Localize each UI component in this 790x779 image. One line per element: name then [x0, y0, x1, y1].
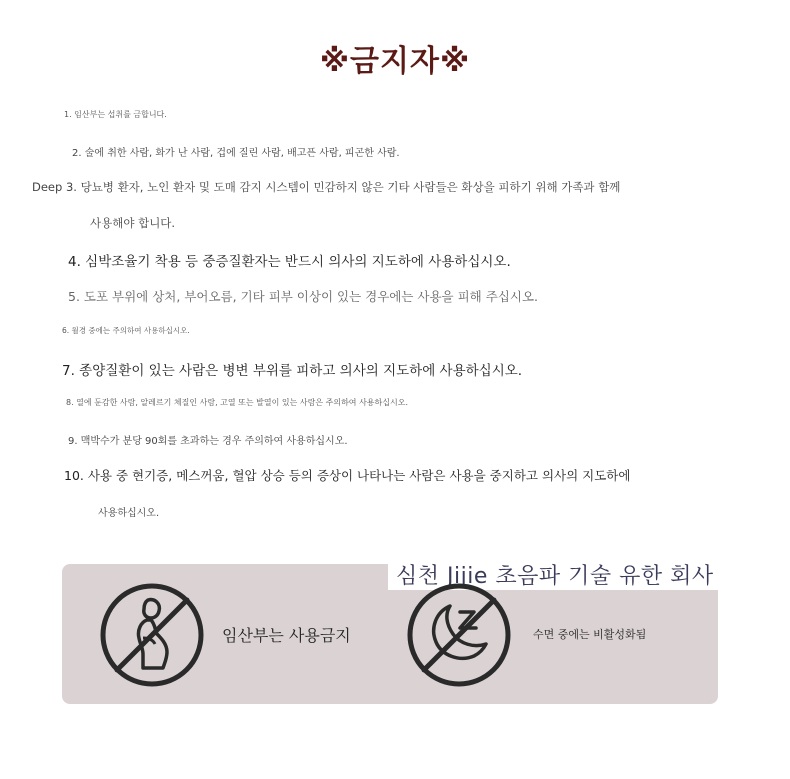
page-title: ※금지자※	[319, 44, 471, 79]
rule-4: 4. 심박조율기 착용 등 중증질환자는 반드시 의사의 지도하에 사용하십시오.	[68, 254, 511, 270]
no-pregnant-label: 임산부는 사용금지	[222, 626, 351, 645]
rule-9: 9. 맥박수가 분당 90회를 초과하는 경우 주의하여 사용하십시오.	[68, 436, 348, 447]
rule-8: 8. 열에 둔감한 사람, 알레르기 체질인 사람, 고열 또는 발열이 있는 사람은 주의하여 사용하십시오.	[66, 398, 408, 407]
rule-10-cont: 사용하십시오.	[98, 508, 160, 519]
rule-6: 6. 월경 중에는 주의하여 사용하십시오.	[62, 326, 190, 335]
no-sleep-icon	[406, 582, 512, 692]
rule-3: Deep 3. 당뇨병 환자, 노인 환자 및 도매 감지 시스템이 민감하지 않은 기타 사람들은 화상을 피하기 위해 가족과 함께	[32, 180, 621, 194]
rule-7: 7. 종양질환이 있는 사람은 병변 부위를 피하고 의사의 지도하에 사용하십시오.	[62, 363, 523, 379]
rule-3-cont: 사용해야 합니다.	[90, 216, 176, 230]
company-name: 심천 Jijie 초음파 기술 유한 회사	[388, 559, 722, 590]
rule-5: 5. 도포 부위에 상처, 부어오름, 기타 피부 이상이 있는 경우에는 사용을 피해 주십시오.	[68, 289, 539, 304]
rule-10: 10. 사용 중 현기증, 메스꺼움, 혈압 상승 등의 증상이 나타나는 사람은 사용을 중지하고 의사의 지도하에	[64, 468, 631, 483]
no-sleep-label: 수면 중에는 비활성화됨	[533, 628, 647, 641]
rule-1: 1. 임산부는 섭취를 금합니다.	[64, 110, 167, 119]
no-pregnant-icon	[99, 582, 205, 692]
rule-2: 2. 술에 취한 사람, 화가 난 사람, 겁에 질린 사람, 배고픈 사람, 피곤한 사람.	[72, 148, 400, 159]
